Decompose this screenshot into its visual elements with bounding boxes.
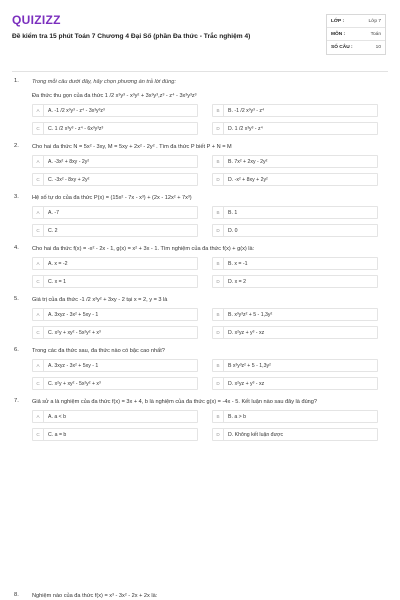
answer-option-c[interactable] [32,377,198,390]
option-text: A. x = -2 [48,260,68,267]
option-letter: B [213,309,224,320]
option-text: A. -3x² + 8xy - 2y² [48,158,90,165]
question-text: Giả sử a là nghiệm của đa thức f(x) = 3x + 4, b là nghiệm của đa thức g(x) = -4x - 5. Kết luận nào sau đây là đúng? [32,399,318,405]
answer-option-c[interactable] [32,275,198,288]
answer-option-b[interactable] [212,257,378,270]
option-text: A. -1 /2 x³y³ - z⁴ - 3x³y³z³ [48,107,105,114]
option-letter: D [213,225,224,236]
answer-option-c[interactable] [32,224,198,237]
instruction-text: Trong mỗi câu dưới đây, hãy chọn phương án trả lời đúng: [32,79,176,85]
meta-key: SỐ CÂU : [331,45,353,50]
option-letter: A [33,156,44,167]
answer-option-a[interactable] [32,104,198,117]
option-text: B. x = -1 [228,260,248,267]
answer-option-c[interactable] [32,173,198,186]
meta-row-count [327,41,385,54]
option-text: A. 3xyz - 3x² + 5xy - 1 [48,311,99,318]
question-number [12,92,32,135]
option-letter: D [213,174,224,185]
answer-option-c[interactable] [32,326,198,339]
option-letter: C [33,276,44,287]
meta-row-subject [327,28,385,41]
question-7 [12,398,388,441]
question-number: 6. [14,347,19,353]
option-text: A. a < b [48,413,67,420]
option-letter: A [33,207,44,218]
question-text: Giá trị của đa thức -1 /2 x³y² + 3xy - 2 tại x = 2, y = 3 là [32,297,168,303]
question-4 [12,245,388,288]
meta-value: Toán [370,31,381,37]
option-letter: D [213,123,224,134]
option-letter: B [213,207,224,218]
option-letter: B [213,360,224,371]
question-body [32,194,388,237]
answer-option-a[interactable] [32,257,198,270]
option-letter: B [213,258,224,269]
meta-value: 10 [375,45,381,50]
answer-option-d[interactable] [212,173,378,186]
option-text: D. 1 /2 x³y³ - z⁴ [228,125,263,132]
option-letter: B [213,105,224,116]
option-letter: A [33,258,44,269]
option-text: C. x²y + xy² - 5x²y² + x³ [48,380,101,387]
answer-options [32,308,378,339]
worksheet-header [12,14,388,55]
answer-option-d[interactable] [212,326,378,339]
answer-option-b[interactable] [212,206,378,219]
question-body [32,398,388,441]
option-letter: B [213,156,224,167]
worksheet-title: Đề kiểm tra 15 phút Toán 7 Chương 4 Đại Số (phần Đa thức - Trắc nghiệm 4) [12,33,251,40]
answer-option-a[interactable] [32,155,198,168]
option-letter: A [33,309,44,320]
answer-options [32,410,378,441]
option-text: B. -1 /2 x³y³ - z⁴ [228,107,265,114]
answer-option-d[interactable] [212,428,378,441]
option-text: D. x²yz + y³ - xz [228,329,265,336]
question-2 [12,143,388,186]
option-text: D. x²yz + y³ - xz [228,380,265,387]
instruction-number: 1. [14,78,19,84]
header-divider [12,71,388,72]
question-number: 4. [14,245,19,251]
question-5 [12,296,388,339]
option-letter: C [33,378,44,389]
answer-option-d[interactable] [212,275,378,288]
question-8-partial [12,592,157,600]
option-letter: C [33,429,44,440]
option-letter: D [213,276,224,287]
option-text: B. 7x² + 2xy - 2y² [228,158,268,165]
answer-option-b[interactable] [212,410,378,423]
question-1 [12,92,388,135]
question-number: 5. [14,296,19,302]
answer-option-d[interactable] [212,377,378,390]
question-text: Cho hai đa thức f(x) = -x² - 2x - 1, g(x) = x² + 3x - 1. Tìm nghiệm của đa thức f(x) + g(x) là: [32,246,255,252]
question-body [32,143,388,186]
question-list [12,78,388,441]
option-letter: C [33,123,44,134]
answer-option-a[interactable] [32,410,198,423]
question-3 [12,194,388,237]
answer-option-b[interactable] [212,359,378,372]
answer-option-d[interactable] [212,122,378,135]
option-letter: A [33,411,44,422]
answer-option-c[interactable] [32,428,198,441]
question-6 [12,347,388,390]
option-text: B. x³y³z² + 5 - 1,3y² [228,311,273,318]
instruction-block [12,78,388,90]
answer-option-d[interactable] [212,224,378,237]
meta-key: MÔN : [331,31,346,37]
option-text: C. x²y + xy² - 5x²y² + x³ [48,329,101,336]
option-text: B x³y³z² + 5 - 1,3y² [228,362,271,369]
question-body [32,347,388,390]
option-text: D. Không kết luận được [228,431,284,438]
answer-option-a[interactable] [32,206,198,219]
answer-options [32,104,378,135]
option-text: C. a = b [48,431,67,438]
option-text: D. x = 2 [228,278,247,285]
option-letter: A [33,360,44,371]
answer-option-b[interactable] [212,104,378,117]
question-text: Nghiệm nào của đa thức f(x) = x³ - 3x² - 2x + 2x là: [32,593,158,599]
answer-options [32,155,378,186]
option-letter: A [33,105,44,116]
question-number: 2. [14,143,19,149]
option-text: D. -x² + 8xy + 2y² [228,176,268,183]
option-letter: D [213,378,224,389]
question-text: Cho hai đa thức N = 5x² - 3xy, M = 5xy + 2x² - 2y² . Tìm đa thức P biết P + N = M [32,144,232,150]
option-letter: B [213,411,224,422]
option-letter: D [213,327,224,338]
option-letter: C [33,174,44,185]
question-number: 7. [14,398,19,404]
meta-box [326,14,386,55]
answer-options [32,206,378,237]
quizizz-logo: QUIZIZZ [12,13,61,27]
question-number: 8. [14,592,19,598]
option-text: C. 2 [48,227,58,234]
question-text: Đa thức thu gọn của đa thức 1 /2 x³y³ - x³y² + 3x³y³,z³ - z⁴ - 3x³y³z³ [32,93,197,99]
option-text: C. x = 1 [48,278,67,285]
answer-option-a[interactable] [32,308,198,321]
question-text: Trong các đa thức sau, đa thức nào có bậc cao nhất? [32,348,165,354]
option-letter: C [33,225,44,236]
header-left [12,14,250,40]
option-text: B. a > b [228,413,247,420]
meta-key: LỚP : [331,18,345,24]
option-text: C. 1 /2 x³y³ - z⁴ - 6x³y³z³ [48,125,104,132]
answer-options [32,359,378,390]
question-body [32,245,388,288]
option-text: A. -7 [48,209,59,216]
option-text: A. 3xyz - 3x² + 5xy - 1 [48,362,99,369]
option-text: D. 0 [228,227,238,234]
question-number: 3. [14,194,19,200]
answer-option-a[interactable] [32,359,198,372]
answer-option-b[interactable] [212,155,378,168]
answer-option-c[interactable] [32,122,198,135]
meta-row-class [327,15,385,28]
instruction-body [32,78,388,90]
question-text: Hệ số tự do của đa thức P(x) = (15x² - 7x - x³) + (2x - 12x² + 7x³) [32,195,192,201]
option-text: C. -3x² - 8xy + 2y² [48,176,90,183]
question-body [32,92,388,135]
answer-option-b[interactable] [212,308,378,321]
answer-options [32,257,378,288]
meta-value: Lớp 7 [368,18,381,24]
option-letter: D [213,429,224,440]
question-body [32,296,388,339]
option-letter: C [33,327,44,338]
option-text: B. 1 [228,209,238,216]
